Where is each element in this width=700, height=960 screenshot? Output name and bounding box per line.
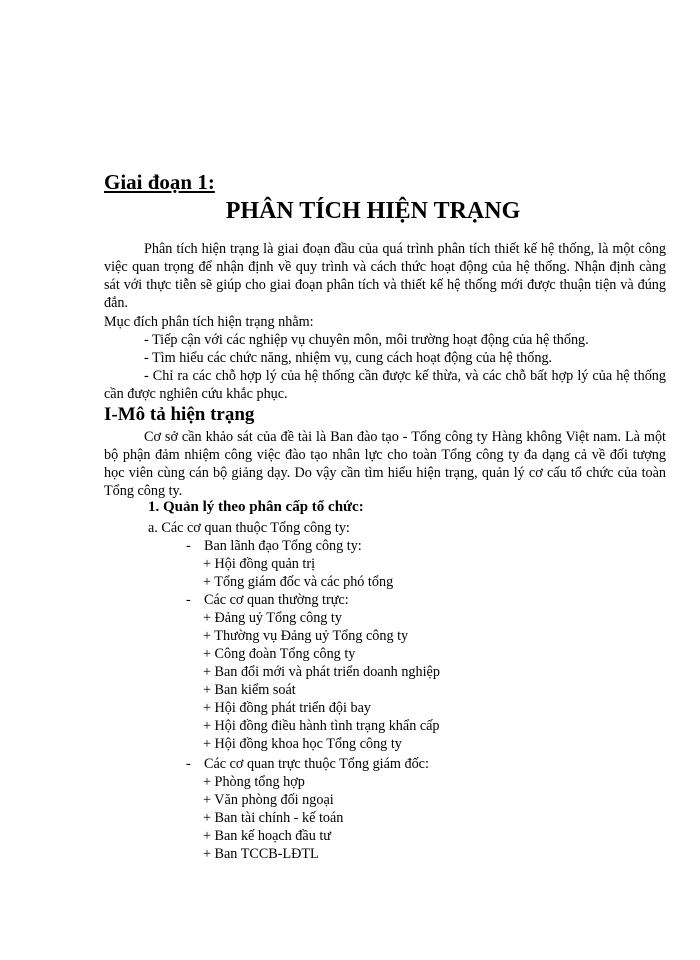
purpose-item: - Tìm hiểu các chức năng, nhiệm vụ, cung cách hoạt động của hệ thống.: [144, 350, 553, 366]
list-item: + Hội đồng quản trị: [203, 556, 316, 572]
list-item: + Ban kế hoạch đầu tư: [203, 828, 331, 844]
group-label: - Các cơ quan trực thuộc Tổng giám đốc:: [186, 756, 429, 772]
list-item: + Ban kiểm soát: [203, 682, 296, 698]
purpose-item: - Chỉ ra các chỗ hợp lý của hệ thống cần được kế thừa, và các chỗ bất hợp lý của hệ thống cần được nghiên cứu khắc phục.: [104, 368, 666, 403]
list-item: + Văn phòng đối ngoại: [203, 792, 334, 808]
list-item: + Hội đồng điều hành tình trạng khẩn cấp: [203, 718, 440, 734]
purpose-heading: Mục đích phân tích hiện trạng nhằm:: [104, 314, 314, 330]
list-item: + Ban đổi mới và phát triển doanh nghiệp: [203, 664, 440, 680]
list-item: + Đảng uỷ Tổng công ty: [203, 610, 342, 626]
section-title: I-Mô tả hiện trạng: [104, 404, 255, 425]
list-item: + Ban tài chính - kế toán: [203, 810, 344, 826]
list-item: + Thường vụ Đảng uỷ Tổng công ty: [203, 628, 409, 644]
list-item: + Phòng tổng hợp: [203, 774, 305, 790]
purpose-item: - Tiếp cận với các nghiệp vụ chuyên môn, môi trường hoạt động của hệ thống.: [144, 332, 589, 348]
intro-paragraph: Phân tích hiện trạng là giai đoạn đầu của quá trình phân tích thiết kế hệ thống, là một công việc quan trọng để nhận định về quy trình và cách thức hoạt động của hệ thống. Nhận định càng sát với thực tiễn sẽ giúp cho giai đoạn phân tích và thiết kế hệ thống mới được thuận tiện và đúng đắn.: [104, 241, 666, 312]
list-item: + Hội đồng phát triển đội bay: [203, 700, 371, 716]
group-label: - Các cơ quan thường trực:: [186, 592, 349, 608]
section-paragraph: Cơ sở cần khảo sát của đề tài là Ban đào tạo - Tổng công ty Hàng không Việt nam. Là một bộ phận đảm nhiệm công việc đào tạo nhân lực cho toàn Tổng công ty đa dạng cả về đối tượng học viên cùng cán bộ giảng dạy. Do vậy cần tìm hiểu hiện trạng, quản lý cơ cấu tổ chức của toàn Tổng công ty.: [104, 429, 666, 500]
main-title: PHÂN TÍCH HIỆN TRẠNG: [225, 198, 521, 224]
phase-title: Giai đoạn 1:: [104, 170, 215, 194]
group-label: - Ban lãnh đạo Tổng công ty:: [186, 538, 362, 554]
list-item: + Hội đồng khoa học Tổng công ty: [203, 736, 402, 752]
list-item: + Công đoàn Tổng công ty: [203, 646, 356, 662]
list-item: + Ban TCCB-LĐTL: [203, 846, 319, 862]
subsection-title: 1. Quản lý theo phân cấp tổ chức:: [148, 499, 364, 515]
list-item-a: a. Các cơ quan thuộc Tổng công ty:: [148, 520, 350, 536]
list-item: + Tổng giám đốc và các phó tổng: [203, 574, 394, 590]
